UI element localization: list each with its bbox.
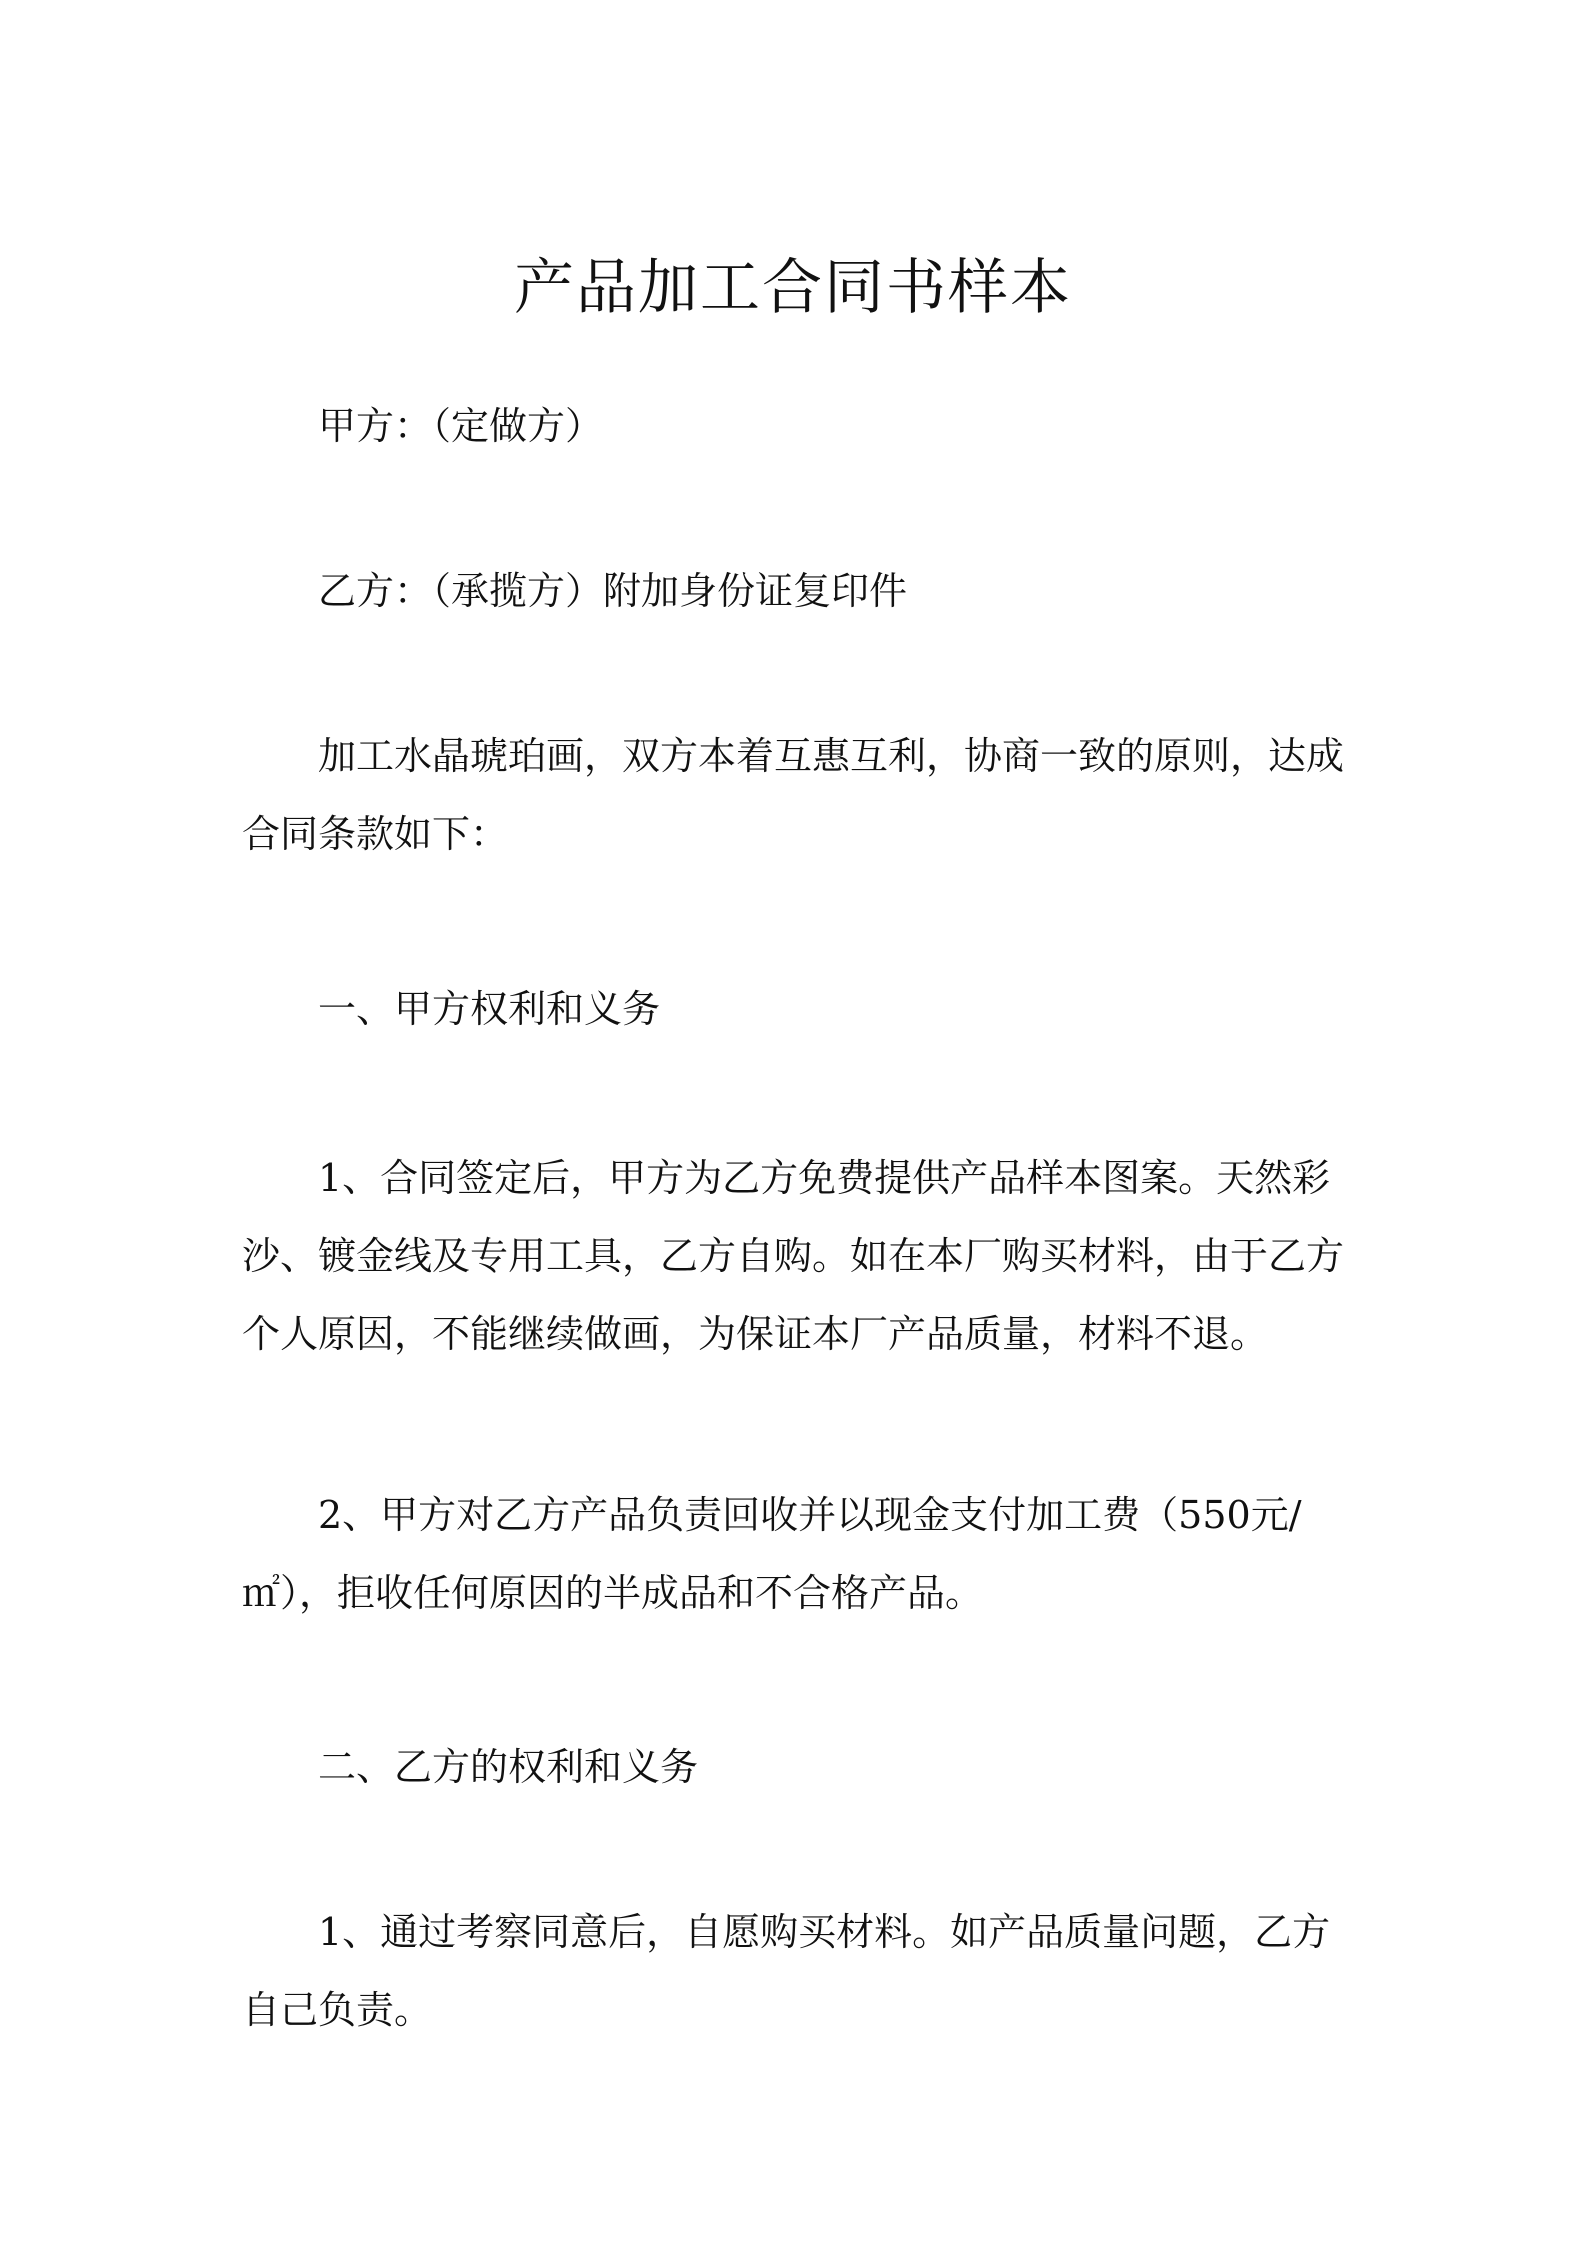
section-2-heading: 二、乙方的权利和义务 [318, 1745, 699, 1789]
section-1-item-1: 1、合同签定后，甲方为乙方免费提供产品样本图案。天然彩沙、镀金线及专用工具，乙方自购。如在本厂购买材料，由于乙方个人原因，不能继续做画，为保证本厂产品质量，材料不退。 [242, 1156, 1345, 1356]
section-1-item-2: 2、甲方对乙方产品负责回收并以现金支付加工费（550元/㎡），拒收任何原因的半成品和不合格产品。 [242, 1493, 1302, 1615]
party-a-line: 甲方：（定做方） [318, 404, 604, 448]
document-title: 产品加工合同书样本 [514, 253, 1072, 323]
party-b-line: 乙方：（承揽方）附加身份证复印件 [318, 569, 908, 613]
section-1-heading: 一、甲方权利和义务 [318, 987, 661, 1031]
intro-paragraph: 加工水晶琥珀画，双方本着互惠互利，协商一致的原则，达成合同条款如下： [242, 734, 1345, 856]
section-2-item-1: 1、通过考察同意后，自愿购买材料。如产品质量问题，乙方自己负责。 [242, 1910, 1331, 2032]
